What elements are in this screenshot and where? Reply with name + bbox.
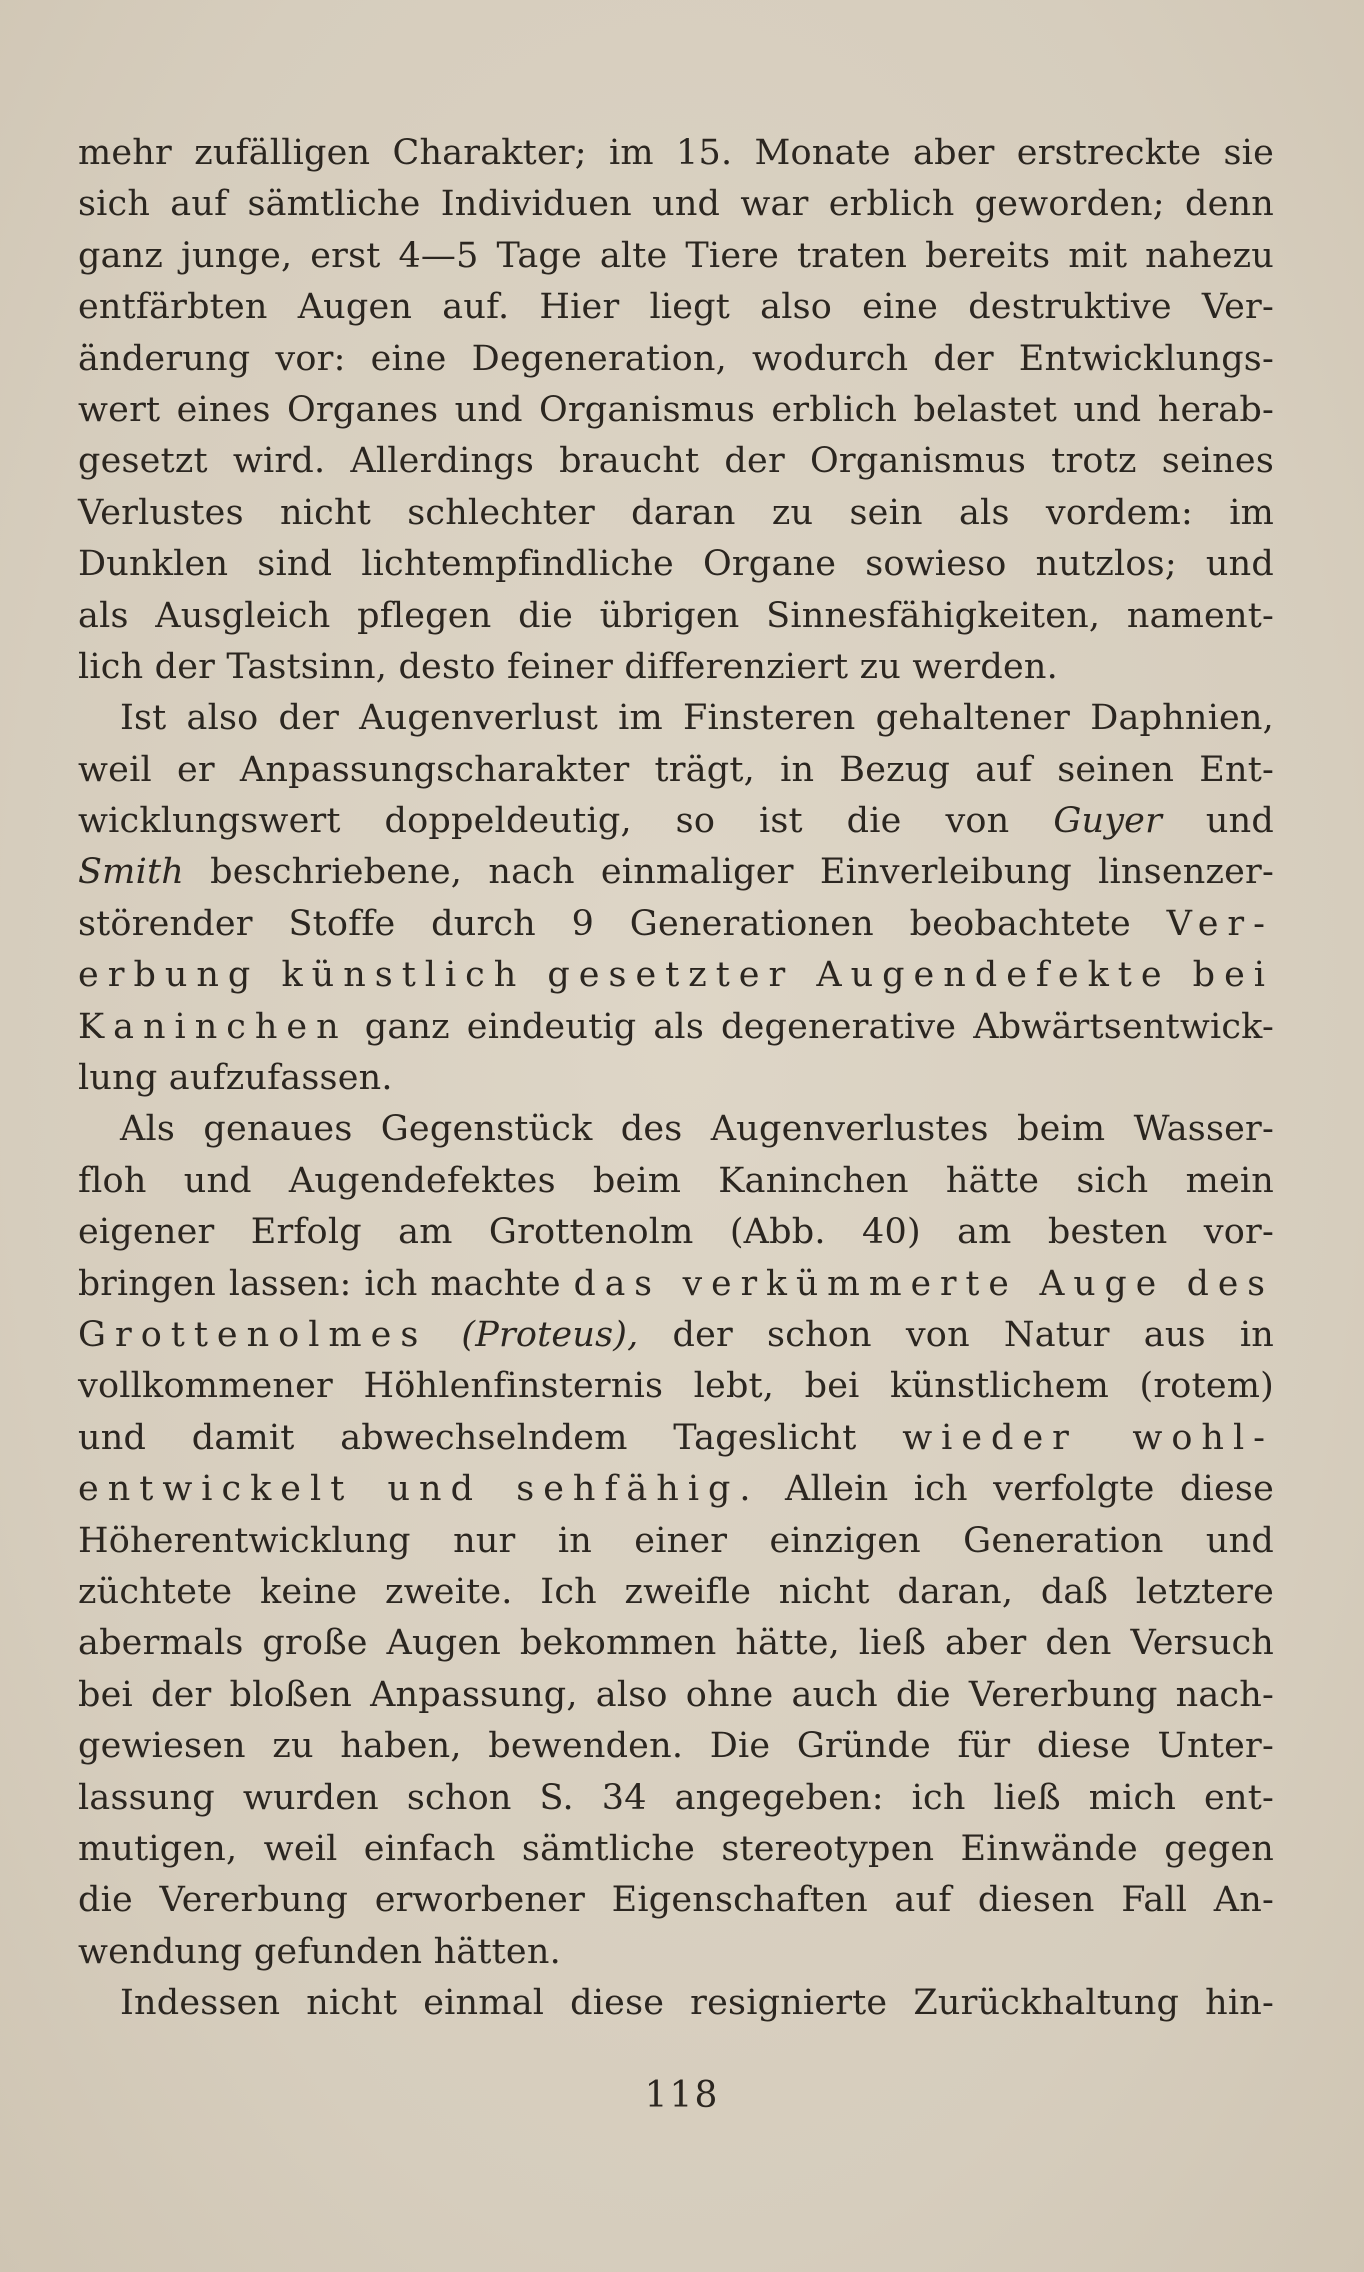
- text-run: mehr zufälligen Charakter; im 15. Monate aber erstreckte sie: [78, 133, 1274, 173]
- spaced-emphasis: erbung künstlich gesetzter Augendefekte bei: [78, 955, 1274, 996]
- text-run: wert eines Organes und Organismus erblich belastet und herab-: [78, 389, 1274, 430]
- body-text: [78, 128, 1274, 2029]
- text-run: sich auf sämtliche Individuen und war erblich geworden; denn: [78, 184, 1274, 225]
- text-run: bringen lassen: ich machte: [78, 1263, 574, 1304]
- text-line: [78, 1567, 1274, 1618]
- text-run: [427, 1315, 461, 1355]
- text-line: [78, 642, 1274, 693]
- text-line: [78, 1207, 1274, 1258]
- text-line: [78, 1670, 1274, 1721]
- spaced-emphasis: Kaninchen: [78, 1006, 348, 1047]
- text-run: und damit abwechselndem Tageslicht: [78, 1417, 903, 1458]
- text-run: Indessen nicht einmal diese resignierte Zurückhaltung hin-: [120, 1983, 1274, 2024]
- text-line: [78, 796, 1274, 847]
- text-run: gesetzt wird. Allerdings braucht der Organismus trotz seines: [78, 441, 1274, 482]
- text-line: [78, 334, 1274, 385]
- text-run: abermals große Augen bekommen hätte, ließ aber den Versuch: [78, 1623, 1274, 1664]
- text-line: [78, 1464, 1274, 1515]
- text-line: [78, 1104, 1274, 1155]
- text-run: bei der bloßen Anpassung, also ohne auch die Vererbung nach-: [78, 1674, 1274, 1715]
- text-run: vollkommener Höhlenfinsternis lebt, bei künstlichem (rotem): [78, 1366, 1274, 1407]
- spaced-emphasis: das verkümmerte Auge des: [573, 1263, 1274, 1304]
- text-run: Ist also der Augenverlust im Finsteren gehaltener Daphnien,: [120, 698, 1274, 739]
- text-run: wendung gefunden hätten.: [78, 1931, 561, 1972]
- text-line: [78, 1156, 1274, 1207]
- text-line: [78, 1361, 1274, 1412]
- text-line: [78, 1310, 1274, 1361]
- text-run: floh und Augendefektes beim Kaninchen hätte sich mein: [78, 1160, 1274, 1201]
- text-line: [78, 950, 1274, 1001]
- text-line: [78, 591, 1274, 642]
- text-run: und: [1162, 801, 1274, 842]
- text-line: [78, 693, 1274, 744]
- text-line: [78, 1978, 1274, 2029]
- text-line: [78, 1721, 1274, 1772]
- text-run: Verlustes nicht schlechter daran zu sein als vordem: im: [78, 492, 1274, 533]
- italic-name: Smith: [78, 852, 184, 893]
- text-line: [78, 179, 1274, 230]
- italic-name: Guyer: [1053, 801, 1163, 842]
- text-run: Als genaues Gegenstück des Augenverlustes beim Wasser-: [120, 1109, 1274, 1150]
- page-number: 118: [644, 2075, 720, 2116]
- text-run: mutigen, weil einfach sämtliche stereotypen Einwände gegen: [78, 1828, 1274, 1869]
- text-run: der schon von Natur aus in: [638, 1314, 1274, 1355]
- text-run: weil er Anpassungscharakter trägt, in Bezug auf seinen Ent-: [78, 749, 1274, 790]
- text-run: ganz eindeutig als degenerative Abwärtsentwick-: [347, 1006, 1274, 1047]
- text-line: [78, 128, 1274, 179]
- text-line: [78, 1824, 1274, 1875]
- text-run: die Vererbung erworbener Eigenschaften auf diesen Fall An-: [78, 1880, 1274, 1921]
- text-run: züchtete keine zweite. Ich zweifle nicht daran, daß letztere: [78, 1571, 1274, 1612]
- spaced-emphasis: Ver-: [1166, 903, 1274, 944]
- text-line: [78, 1413, 1274, 1464]
- text-line: [78, 1516, 1274, 1567]
- text-run: lung aufzufassen.: [78, 1058, 393, 1099]
- text-run: störender Stoffe durch 9 Generationen beobachtete: [78, 903, 1167, 944]
- text-line: [78, 745, 1274, 796]
- italic-name: (Proteus),: [461, 1314, 639, 1355]
- text-run: Höherentwicklung nur in einer einzigen Generation und: [78, 1520, 1274, 1561]
- text-run: entfärbten Augen auf. Hier liegt also eine destruktive Ver-: [78, 287, 1274, 328]
- text-run: gewiesen zu haben, bewenden. Die Gründe für diese Unter-: [78, 1726, 1274, 1767]
- text-run: Dunklen sind lichtempfindliche Organe sowieso nutzlos; und: [78, 544, 1274, 585]
- text-run: beschriebene, nach einmaliger Einverleibung linsenzer-: [183, 852, 1274, 893]
- text-line: [78, 1053, 1274, 1104]
- text-run: wicklungswert doppeldeutig, so ist die von: [78, 801, 1054, 842]
- spaced-emphasis: Grottenolmes: [78, 1314, 428, 1355]
- text-line: [78, 1259, 1274, 1310]
- text-line: [78, 539, 1274, 590]
- text-line: [78, 1618, 1274, 1669]
- text-run: als Ausgleich pflegen die übrigen Sinnesfähigkeiten, nament-: [78, 595, 1274, 636]
- text-run: eigener Erfolg am Grottenolm (Abb. 40) am besten vor-: [78, 1212, 1274, 1253]
- text-run: ganz junge, erst 4—5 Tage alte Tiere traten bereits mit nahezu: [78, 235, 1274, 276]
- text-line: [78, 899, 1274, 950]
- spaced-emphasis: entwickelt und sehfähig.: [78, 1469, 760, 1510]
- text-run: änderung vor: eine Degeneration, wodurch der Entwicklungs-: [78, 338, 1274, 379]
- text-line: [78, 282, 1274, 333]
- text-line: [78, 385, 1274, 436]
- text-line: [78, 1875, 1274, 1926]
- text-run: lassung wurden schon S. 34 angegeben: ich ließ mich ent-: [78, 1777, 1274, 1818]
- spaced-emphasis: wieder wohl-: [902, 1417, 1274, 1458]
- text-line: [78, 1002, 1274, 1053]
- text-line: [78, 1927, 1274, 1978]
- text-line: [78, 231, 1274, 282]
- text-line: [78, 1773, 1274, 1824]
- text-line: [78, 847, 1274, 898]
- text-run: lich der Tastsinn, desto feiner differenziert zu werden.: [78, 646, 1058, 687]
- text-line: [78, 436, 1274, 487]
- text-line: [78, 488, 1274, 539]
- text-run: Allein ich verfolgte diese: [759, 1469, 1274, 1510]
